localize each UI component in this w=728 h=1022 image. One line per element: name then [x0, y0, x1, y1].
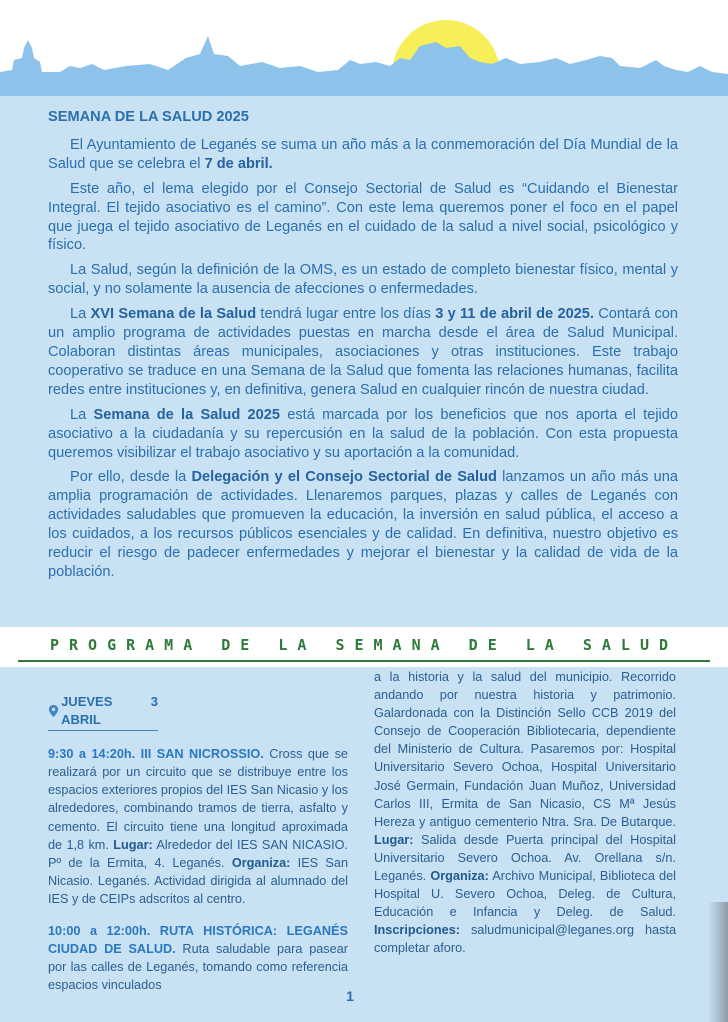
event-title: 10:00 a 12:00h. RUTA HISTÓRICA: LEGANÉS CIUDAD DE SALUD. — [48, 924, 348, 957]
program-column-left — [48, 693, 348, 1008]
page-edge-shadow — [708, 902, 728, 1022]
organiza-label: Organiza: — [231, 855, 291, 870]
event-ruta-historica-start — [48, 922, 348, 994]
text-run: tendrá lugar entre los días — [256, 306, 436, 323]
lugar-value: Salida desde Puerta principal del Hospital Universitario Severo Ochoa. Av. Orellana s/n. Leganés. — [374, 832, 676, 884]
event-ruta-historica-continued — [374, 668, 676, 958]
organization-highlight: Delegación y el Consejo Sectorial de Salud — [191, 469, 497, 486]
event-description: Cross que se realizará por un circuito que se distribuye entre los espacios exteriores propios del IES San Nicasio y los alrededores, combinando tramos de tierra, asfalto y cemento. El circuito tiene una longitud aproximada de 1,8 km. — [48, 747, 348, 852]
intro-paragraph-1 — [48, 136, 678, 174]
date-highlight: 7 de abril. — [204, 155, 273, 172]
lugar-label: Lugar: — [113, 837, 153, 852]
event-description: a la historia y la salud del municipio. Recorrido andando por nuestra historia y patrimonio. Galardonada con la Distinción Sello CCB 2019 del Consejo de Cooperación Bibliotecaria, dependiente del Ministerio de Cultura. Pasaremos por: Hospital Universitario Severo Ochoa, Hospital Universitario José Germain, Fundación Juan Muñoz, Universidad Carlos III, Ermita de San Nicasio, CS Mª Jesús Hereza y antiguo cementerio Ntra. Sra. De Butarque. — [374, 670, 676, 829]
text-run: La — [70, 406, 94, 423]
day-header — [48, 693, 158, 731]
header-skyline-illustration — [0, 0, 728, 110]
location-pin-icon — [48, 704, 59, 718]
text-run: lanzamos un año más una amplia programación de actividades. Llenaremos parques, plazas y calles de Leganés con actividades saludables que promueven la educación, la inversión en salud pública, el acceso a los cuidados, a los recursos públicos esenciales y de calidad. En definitiva, nuestro objetivo es reducir el riesgo de padecer enfermedades y mejorar el bienestar y la calidad de vida de la población. — [48, 469, 678, 580]
event-description: Ruta saludable para pasear por las calles de Leganés, tomando como referencia espacios vinculados — [48, 942, 348, 993]
organiza-label: Organiza: — [430, 869, 489, 884]
page-number: 1 — [346, 988, 354, 1004]
intro-paragraph-4 — [48, 305, 678, 400]
banner-underline — [18, 660, 710, 662]
organiza-value: IES San Nicasio. Leganés. Actividad dirigida al alumnado del IES y de CEIPs adscritos al centro. — [48, 855, 349, 906]
intro-paragraph-5 — [48, 406, 678, 463]
text-run: Por ello, desde la — [70, 469, 192, 486]
program-banner — [0, 627, 728, 667]
inscripciones-value: saludmunicipal@leganes.org hasta completar aforo. — [374, 923, 676, 956]
day-label: JUEVES 3 ABRIL — [61, 694, 158, 728]
date-range-highlight: 3 y 11 de abril de 2025. — [435, 306, 594, 323]
event-title: 9:30 a 14:20h. III SAN NICROSSIO. — [48, 747, 264, 762]
event-name-highlight: XVI Semana de la Salud — [90, 306, 257, 323]
text-run: está marcada por los beneficios que nos aporta el tejido asociativo a la ciudadanía y su repercusión en la salud de la población. Con esta propuesta queremos visibilizar el trabajo asociativo y su aportación a la comunidad. — [48, 406, 678, 461]
program-banner-title: PROGRAMA DE LA SEMANA DE LA SALUD — [49, 636, 678, 654]
intro-paragraph-6 — [48, 468, 678, 581]
event-name-highlight: Semana de la Salud 2025 — [93, 406, 280, 423]
lugar-label: Lugar: — [374, 832, 414, 847]
intro-paragraph-3: La Salud, según la definición de la OMS, es un estado de completo bienestar físico, mental y social, y no solamente la ausencia de afecciones o enfermedades. — [48, 262, 678, 298]
text-run: El Ayuntamiento de Leganés se suma un año más a la conmemoración del Día Mundial de la Salud que se celebra el — [48, 136, 678, 172]
intro-paragraph-2: Este año, el lema elegido por el Consejo Sectorial de Salud es “Cuidando el Bienestar Integral. El tejido asociativo es el camino”. Con este lema queremos poner el foco en el papel que juega el tejido asociativo de Leganés en el cuidado de la salud a nivel social, psicológico y físico. — [48, 180, 678, 254]
text-run: La — [70, 306, 91, 323]
organiza-value: Archivo Municipal, Biblioteca del Hospital U. Severo Ochoa, Deleg. de Cultura, Educación e Infancia y Deleg. de Salud. — [374, 869, 676, 920]
text-run: Contará con un amplio programa de actividades puestas en marcha desde el área de Salud Municipal. Colaboran distintas áreas municipales, asociaciones y otras instituciones. Este trabajo cooperativo se traduce en una Semana de la Salud que fomenta las relaciones humanas, facilita redes entre instituciones y, en definitiva, genera Salud en cualquier rincón de nuestra ciudad. — [48, 306, 679, 398]
inscripciones-label: Inscripciones: — [374, 923, 461, 938]
intro-section — [48, 108, 678, 588]
section-heading: SEMANA DE LA SALUD 2025 — [48, 109, 249, 125]
program-column-right — [374, 668, 676, 972]
event-cross-san-nicrossio — [48, 745, 348, 908]
lugar-value: Alrededor del IES SAN NICASIO. Pº de la Ermita, 4. Leganés. — [48, 837, 348, 870]
